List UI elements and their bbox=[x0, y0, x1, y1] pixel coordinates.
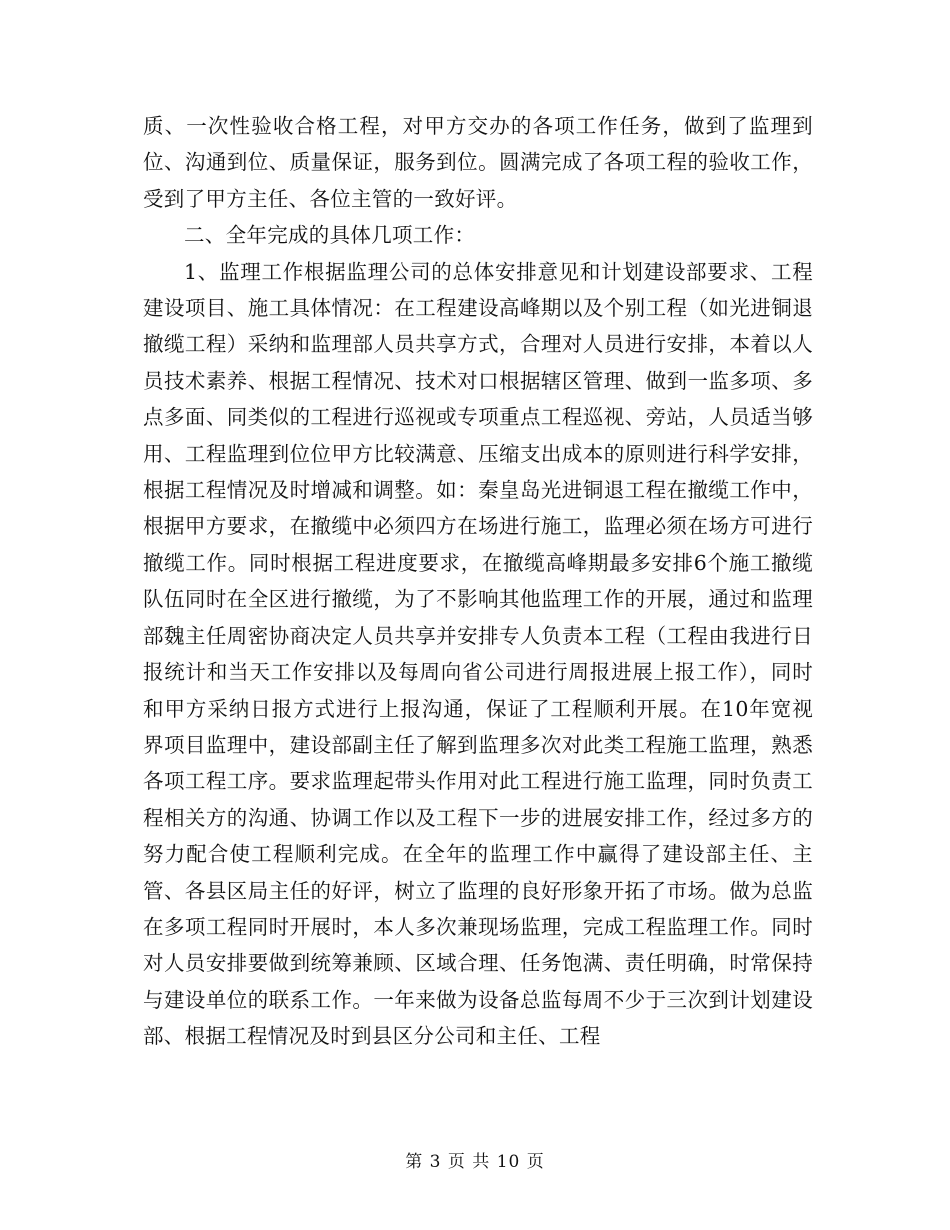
document-body bbox=[143, 108, 813, 1055]
page-number: 第 3 页 共 10 页 bbox=[405, 1152, 545, 1172]
section-heading-2: 二、全年完成的具体几项工作： bbox=[184, 223, 476, 248]
paragraph-item-1: 1、监理工作根据监理公司的总体安排意见和计划建设部要求、工程建设项目、施工具体情况：在工程建设高峰期以及个别工程（如光进铜退撤缆工程）采纳和监理部人员共享方式，合理对人员进行安排，本着以人员技术素养、根据工程情况、技术对口根据辖区管理、做到一监多项、多点多面、同类似的工程进行巡视或专项重点工程巡视、旁站，人员适当够用、工程监理到位位甲方比较满意、压缩支出成本的原则进行科学安排，根据工程情况及时增减和调整。如：秦皇岛光进铜退工程在撤缆工作中，根据甲方要求，在撤缆中必须四方在场进行施工，监理必须在场方可进行撤缆工作。同时根据工程进度要求，在撤缆高峰期最多安排6个施工撤缆队伍同时在全区进行撤缆，为了不影响其他监理工作的开展，通过和监理部魏主任周密协商决定人员共享并安排专人负责本工程（工程由我进行日报统计和当天工作安排以及每周向省公司进行周报进展上报工作），同时和甲方采纳日报方式进行上报沟通，保证了工程顺利开展。在10年宽视界项目监理中，建设部副主任了解到监理多次对此类工程施工监理，熟悉各项工程工序。要求监理起带头作用对此工程进行施工监理，同时负责工程相关方的沟通、协调工作以及工程下一步的进展安排工作，经过多方的努力配合使工程顺利完成。在全年的监理工作中赢得了建设部主任、主管、各县区局主任的好评，树立了监理的良好形象开拓了市场。做为总监在多项工程同时开展时，本人多次兼现场监理，完成工程监理工作。同时对人员安排要做到统筹兼顾、区域合理、任务饱满、责任明确，时常保持与建设单位的联系工作。一年来做为设备总监每周不少于三次到计划建设部、根据工程情况及时到县区分公司和主任、工程 bbox=[143, 259, 813, 1049]
paragraph-continuation: 质、一次性验收合格工程，对甲方交办的各项工作任务，做到了监理到位、沟通到位、质量保证，服务到位。圆满完成了各项工程的验收工作，受到了甲方主任、各位主管的一致好评。 bbox=[143, 114, 813, 211]
